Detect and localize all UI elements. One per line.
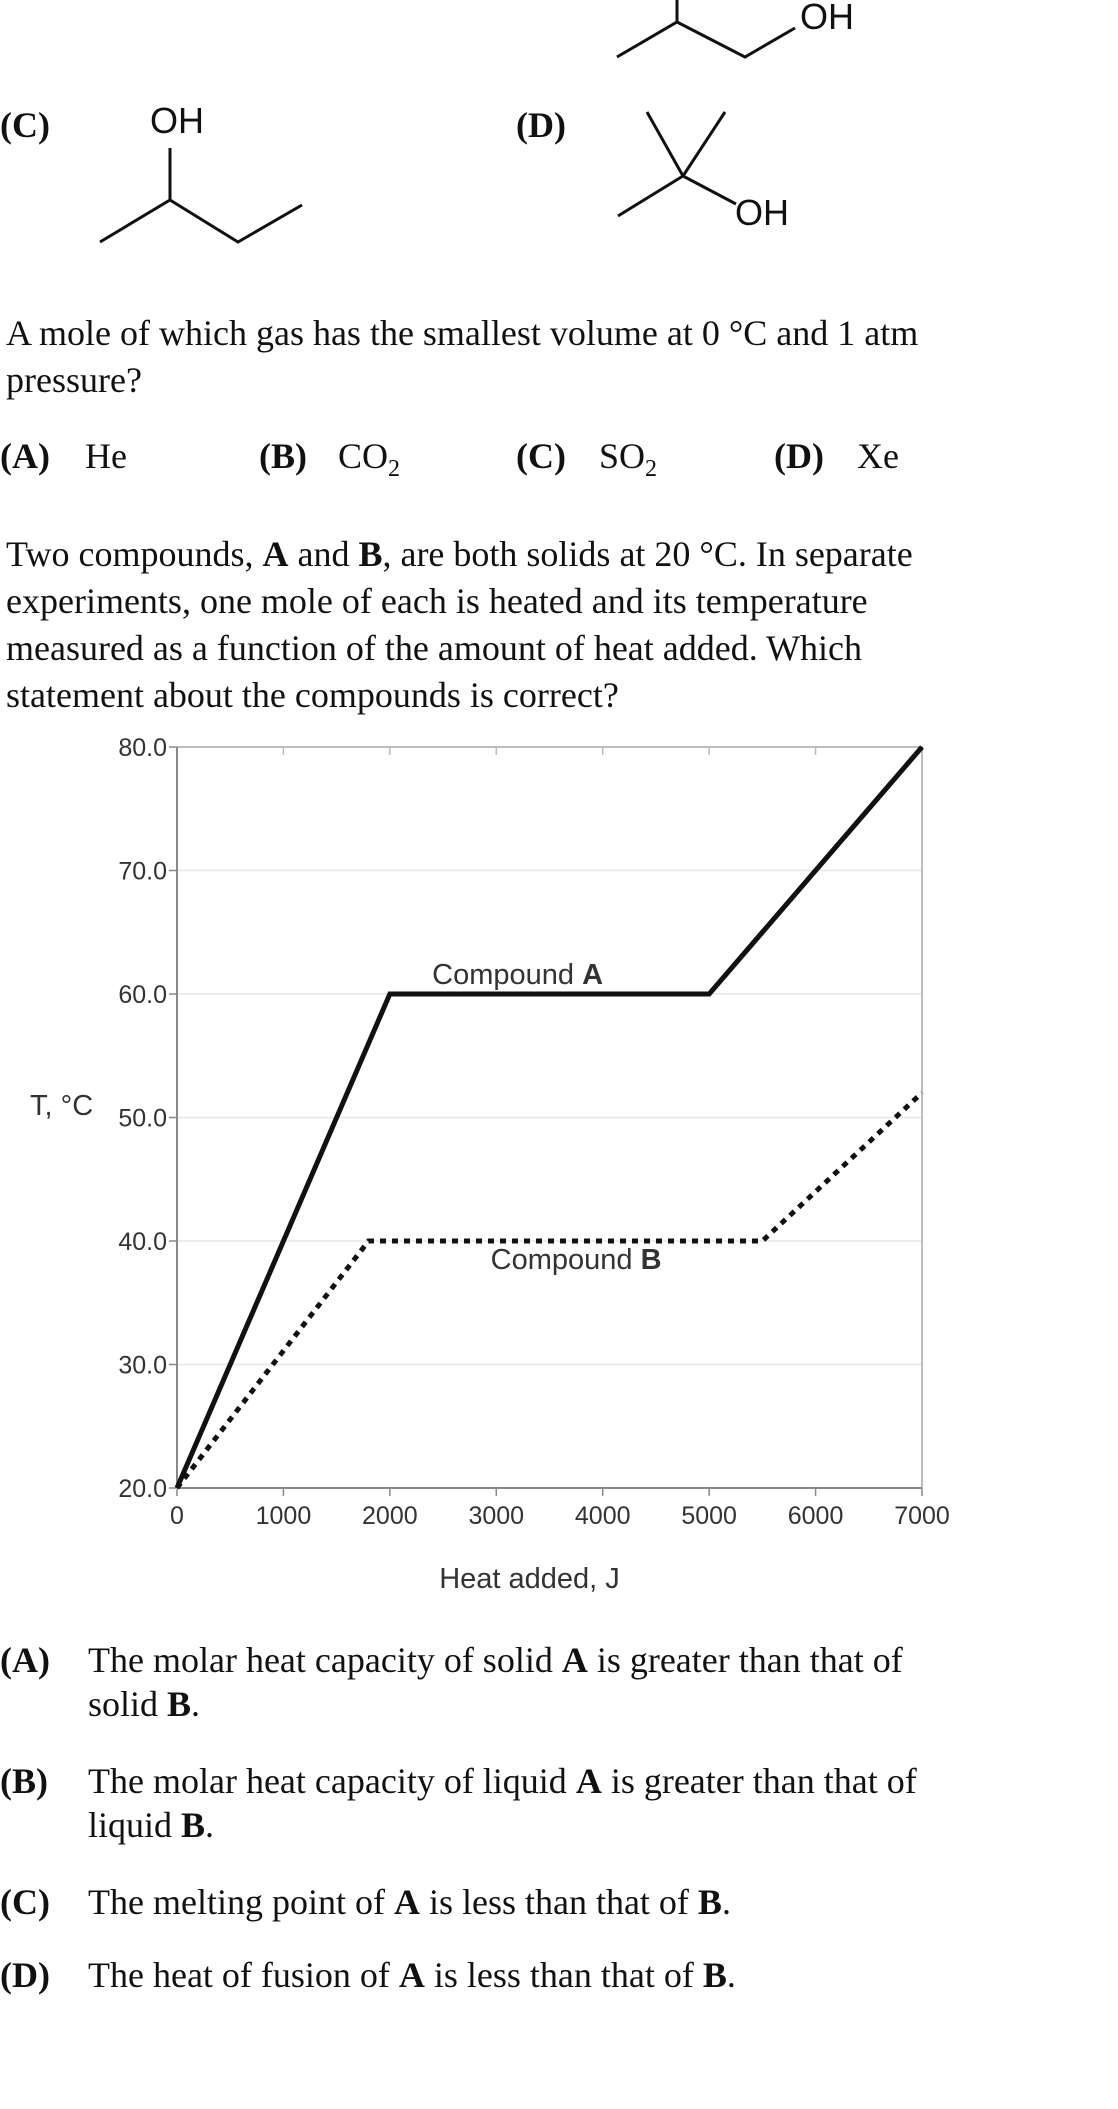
series-label-b-bold: B	[640, 1244, 662, 1276]
chart-y-axis-label: T, °C	[30, 1090, 94, 1123]
q3-option-b-text	[88, 1759, 968, 1847]
molecule-top-bonds	[617, 22, 795, 57]
q3-option-c-bold-1: A	[393, 1882, 420, 1922]
q2-option-b-subscript: 2	[388, 456, 401, 483]
q3-option-a-bold-2: B	[167, 1684, 192, 1724]
q3-option-a-bold-1: A	[561, 1640, 588, 1680]
x-tick-label-7: 7000	[894, 1502, 950, 1530]
q3-option-c-part-3: .	[721, 1882, 731, 1922]
q3-option-b-part-3: .	[205, 1805, 215, 1845]
q3-option-b-letter: (B)	[0, 1761, 48, 1801]
q3-question-part-3: , are both solids at 20 °C. In separate experiments, one mole of each is heated and its temperature measured as a function of the amount of heat added. Which statement about the compounds is correct?	[6, 534, 913, 715]
molecule-d-bond-1	[647, 112, 683, 176]
q3-option-c-letter: (C)	[0, 1882, 50, 1922]
molecule-d-bond-3	[618, 176, 683, 216]
molecule-d-oh-bond	[683, 176, 736, 204]
molecule-top-svg	[600, 0, 900, 70]
q3-option-d-part-1: The heat of fusion of	[88, 1955, 399, 1995]
molecule-c-bonds	[100, 200, 302, 242]
series-label-compound-b	[491, 1244, 662, 1276]
molecule-top-partial	[600, 0, 900, 70]
series-line-compound-b	[177, 1093, 922, 1488]
y-tick-label-6: 80.0	[118, 734, 167, 762]
x-tick-label-4: 4000	[574, 1502, 631, 1530]
q3-option-b-bold-1: A	[575, 1761, 602, 1801]
y-tick-label-3: 50.0	[118, 1104, 167, 1133]
series-label-b-text: Compound	[490, 1244, 641, 1276]
q3-option-d-letter: (D)	[0, 1955, 50, 1995]
q1-option-d-molecule	[600, 100, 860, 250]
series-label-compound-a	[432, 959, 603, 991]
q2-option-d-letter: (D)	[774, 436, 824, 476]
x-tick-label-6: 6000	[787, 1502, 844, 1530]
q2-option-c-text: SO	[598, 436, 646, 476]
x-tick-label-3: 3000	[468, 1502, 525, 1530]
q2-option-c-subscript: 2	[645, 456, 658, 483]
q2-option-a-letter: (A)	[0, 436, 50, 476]
q1-option-c-molecule	[90, 100, 340, 260]
molecule-d-bond-2	[683, 112, 725, 176]
q3-option-c-bold-2: B	[697, 1882, 722, 1922]
heating-curve-svg	[0, 725, 1000, 1605]
q3-option-c-part-2: is less than that of	[419, 1882, 698, 1922]
y-tick-label-0: 20.0	[118, 1475, 167, 1503]
q3-question	[6, 531, 1006, 719]
molecule-d-oh-label: OH	[735, 192, 789, 233]
molecule-c-svg	[90, 100, 340, 260]
heating-curve-chart	[0, 725, 1000, 1605]
q2-option-d-text: Xe	[856, 436, 899, 476]
q2-option-a[interactable]	[0, 434, 127, 478]
q2-option-b[interactable]	[259, 434, 400, 491]
chart-gridlines	[177, 747, 922, 1488]
q2-option-c[interactable]	[516, 434, 657, 491]
q1-option-d-letter[interactable]: (D)	[516, 105, 566, 145]
q3-option-a-part-2: is greater than that of solid	[88, 1640, 903, 1724]
x-tick-label-2: 2000	[362, 1502, 418, 1530]
q3-question-compound-a: A	[262, 534, 289, 574]
q2-option-d[interactable]	[774, 434, 899, 478]
y-tick-label-5: 70.0	[118, 857, 167, 886]
q3-option-d-bold-1: A	[398, 1955, 425, 1995]
q2-option-b-text: CO	[338, 436, 389, 476]
chart-x-axis-label: Heat added, J	[439, 1563, 620, 1595]
y-tick-label-2: 40.0	[118, 1228, 167, 1256]
q3-option-d-bold-2: B	[702, 1955, 727, 1995]
q2-option-c-letter: (C)	[516, 436, 566, 476]
q2-option-b-letter: (B)	[259, 436, 307, 476]
q3-option-a-part-3: .	[191, 1684, 201, 1724]
q3-option-a-text	[88, 1638, 948, 1726]
q3-question-compound-b: B	[358, 534, 383, 574]
series-label-a-text: Compound	[432, 959, 583, 991]
x-tick-label-5: 5000	[681, 1502, 737, 1530]
q3-option-d-part-2: is less than that of	[424, 1955, 703, 1995]
molecule-top-oh-label: OH	[800, 0, 854, 37]
chart-axes	[169, 747, 922, 1496]
q3-question-part-2: and	[288, 534, 359, 574]
q3-option-c-text	[88, 1880, 988, 1924]
molecule-c-oh-label: OH	[150, 100, 204, 141]
q3-question-part-1: Two compounds,	[6, 534, 263, 574]
q3-option-b-part-1: The molar heat capacity of liquid	[88, 1761, 576, 1801]
y-tick-label-4: 60.0	[118, 981, 167, 1009]
q2-option-a-text: He	[84, 436, 127, 476]
q3-option-b-bold-2: B	[181, 1805, 206, 1845]
q3-option-b-part-2: is greater than that of liquid	[88, 1761, 917, 1845]
x-tick-label-0: 0	[170, 1502, 184, 1530]
q3-option-c-part-1: The melting point of	[88, 1882, 394, 1922]
chart-tick-labels	[118, 734, 949, 1530]
q3-option-d-part-3: .	[726, 1955, 736, 1995]
q3-option-a-letter: (A)	[0, 1640, 50, 1680]
series-label-a-bold: A	[582, 959, 604, 991]
y-tick-label-1: 30.0	[118, 1351, 167, 1380]
x-tick-label-1: 1000	[255, 1502, 312, 1530]
q3-option-a-part-1: The molar heat capacity of solid	[88, 1640, 562, 1680]
q3-option-d-text	[88, 1953, 988, 1997]
q1-option-c-letter[interactable]: (C)	[0, 105, 50, 145]
molecule-d-svg	[600, 100, 860, 250]
q2-question: A mole of which gas has the smallest volume at 0 °C and 1 atm pressure?	[6, 313, 919, 400]
